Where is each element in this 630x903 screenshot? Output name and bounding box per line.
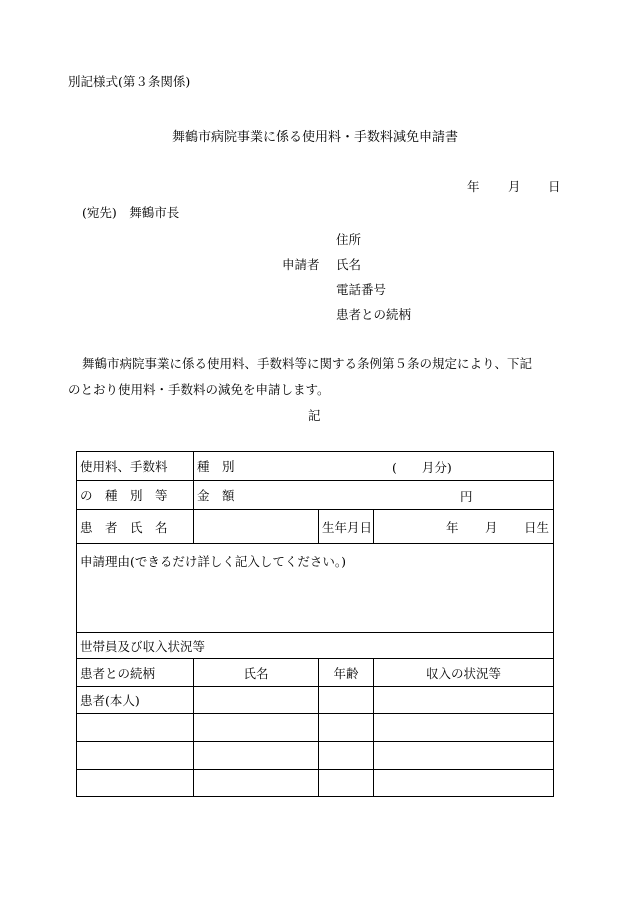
col-income-header [374, 659, 554, 687]
body-text-line1: 舞鶴市病院事業に係る使用料、手数料等に関する条例第５条の規定により、下記 [82, 356, 533, 371]
dob-year: 年 [446, 520, 459, 535]
fee-month-paren: ( 月分) [392, 460, 452, 475]
row3-age-input[interactable] [319, 742, 374, 770]
dob-day: 日生 [524, 520, 550, 535]
page-title: 舞鶴市病院事業に係る使用料・手数料減免申請書 [171, 130, 458, 145]
col-relation-header [77, 659, 194, 687]
household-label: 世帯員及び収入状況等 [80, 638, 206, 654]
table-row [77, 714, 554, 742]
dob-label-cell [319, 510, 374, 544]
row2-income-input[interactable] [374, 714, 554, 742]
reason-label: 申請理由(できるだけ詳しく記入してください。) [80, 554, 347, 569]
row3-name-input[interactable] [194, 742, 319, 770]
dob-input[interactable] [374, 510, 554, 544]
dob-month: 月 [485, 520, 498, 535]
fee-type-input[interactable] [194, 452, 554, 481]
row2-age-input[interactable] [319, 714, 374, 742]
table-row [77, 770, 554, 797]
fee-amount-label: 金 額 [197, 488, 235, 503]
applicant-label: 申請者 [282, 257, 320, 272]
ki-heading: 記 [308, 408, 321, 423]
col-relation-label: 患者との続柄 [80, 665, 156, 681]
patient-name-label: 患 者 氏 名 [80, 519, 168, 535]
yen-unit: 円 [460, 489, 473, 504]
row1-relation: 患者(本人) [80, 693, 140, 708]
date-month: 月 [508, 179, 521, 194]
row4-name-input[interactable] [194, 770, 319, 797]
fee-label-cell-2 [77, 481, 194, 510]
form-reference: 別記様式(第３条関係) [68, 74, 191, 89]
row-patient [77, 510, 554, 544]
row1-relation-cell [77, 687, 194, 714]
row-reason [77, 544, 554, 633]
row3-relation-input[interactable] [77, 742, 194, 770]
row4-relation-input[interactable] [77, 770, 194, 797]
col-name-header [194, 659, 319, 687]
row-household-header [77, 659, 554, 687]
row2-relation-input[interactable] [77, 714, 194, 742]
body-text-line2: のとおり使用料・手数料の減免を申請します。 [68, 382, 330, 397]
dob-label: 生年月日 [322, 519, 373, 535]
fee-label-1: 使用料、手数料 [80, 459, 168, 474]
col-age-label: 年齢 [333, 665, 359, 681]
row4-income-input[interactable] [374, 770, 554, 797]
row4-age-input[interactable] [319, 770, 374, 797]
row1-income-input[interactable] [374, 687, 554, 714]
row-fee-type [77, 452, 554, 481]
applicant-address-label: 住所 [336, 232, 362, 247]
applicant-relation-label: 患者との続柄 [336, 307, 412, 322]
fee-amount-input[interactable] [194, 481, 554, 510]
table-row [77, 742, 554, 770]
col-age-header [319, 659, 374, 687]
row-fee-amount [77, 481, 554, 510]
col-income-label: 収入の状況等 [426, 665, 502, 681]
col-name-label: 氏名 [243, 665, 269, 681]
date-day: 日 [548, 179, 561, 194]
household-heading-cell [77, 633, 554, 659]
patient-name-label-cell [77, 510, 194, 544]
applicant-phone-label: 電話番号 [336, 282, 387, 297]
row3-income-input[interactable] [374, 742, 554, 770]
patient-name-input[interactable] [194, 510, 319, 544]
addressee: (宛先) 舞鶴市長 [82, 205, 180, 220]
fee-type-label: 種 別 [197, 459, 235, 474]
row-household-heading [77, 633, 554, 659]
table-row [77, 687, 554, 714]
application-table [76, 451, 554, 797]
fee-label-cell-1 [77, 452, 194, 481]
applicant-name-label: 氏名 [336, 257, 362, 272]
fee-label-2: の 種 別 等 [80, 488, 168, 503]
row2-name-input[interactable] [194, 714, 319, 742]
date-year: 年 [467, 179, 480, 194]
row1-name-input[interactable] [194, 687, 319, 714]
row1-age-input[interactable] [319, 687, 374, 714]
reason-input[interactable] [77, 544, 554, 633]
